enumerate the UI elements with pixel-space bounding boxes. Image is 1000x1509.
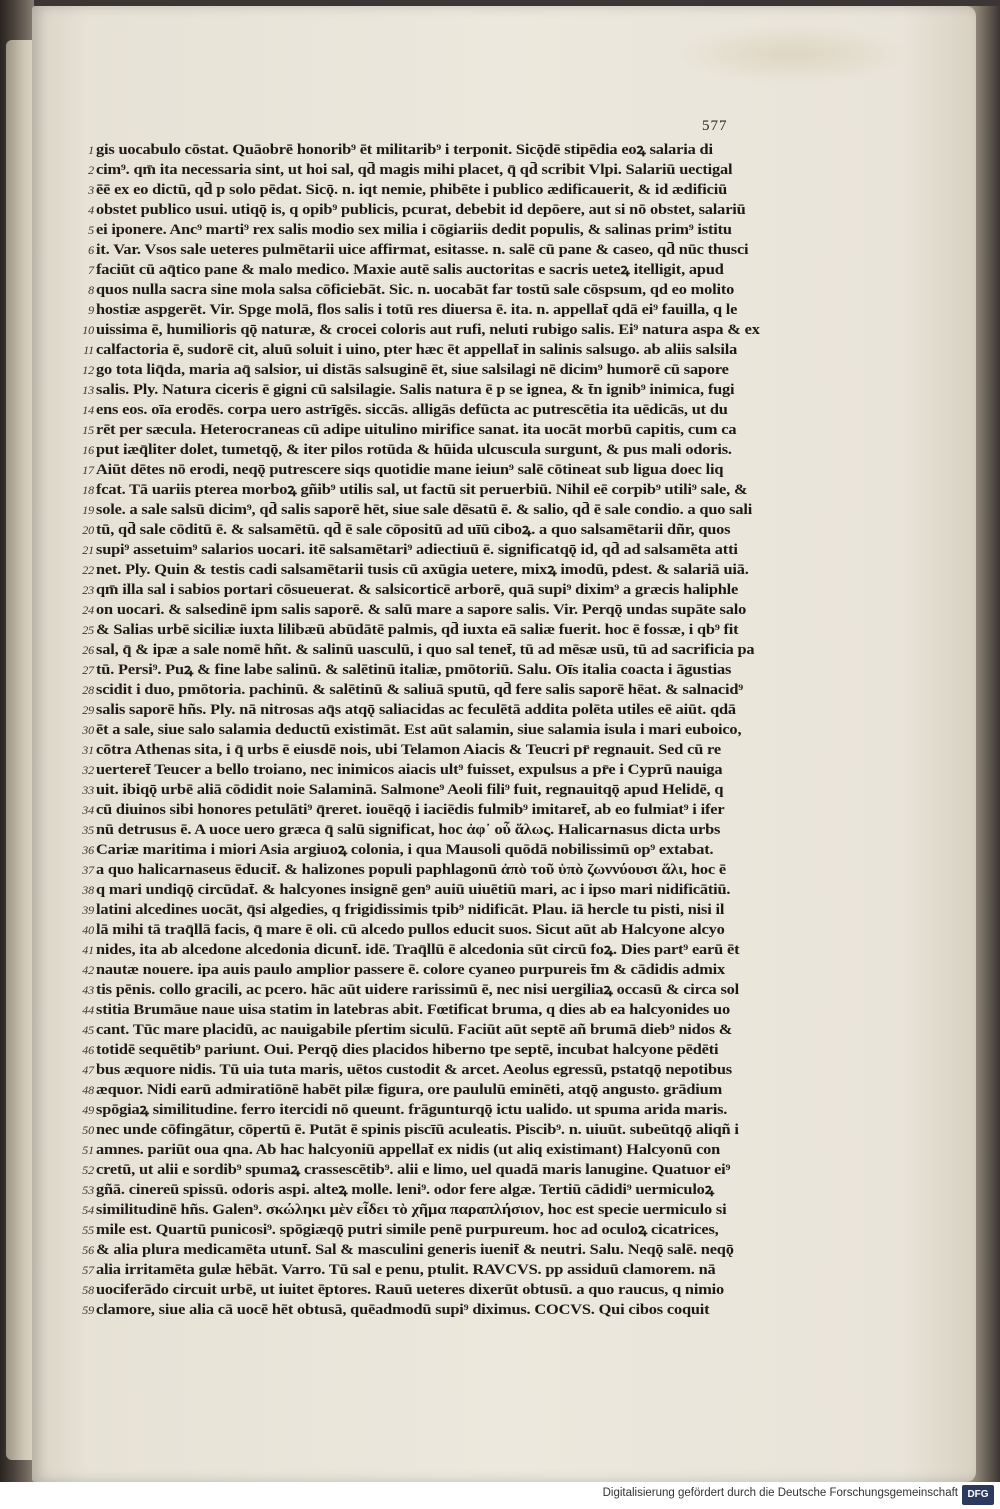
line-number: 1 (88, 143, 94, 157)
line-number: 27 (82, 663, 94, 677)
text-line (88, 140, 786, 160)
text-line (82, 1000, 786, 1020)
text-line (82, 1300, 786, 1320)
text-line (82, 460, 786, 480)
line-number: 48 (82, 1083, 94, 1097)
text-line (82, 1020, 786, 1040)
line-text: tis pēnis. collo gracili, ac pcero. hāc aūt uidere rarissimū ē, nec nisi uergiliaꝝ occasū & circa sol (96, 982, 740, 998)
line-number: 9 (88, 303, 94, 317)
line-number: 8 (88, 283, 94, 297)
line-number: 29 (82, 703, 94, 717)
text-line (82, 700, 786, 720)
line-number: 22 (82, 563, 94, 577)
line-text: nides, ita ab alcedone alcedonia dicunt̄. idē. Traq̄llū ē alcedonia sūt circū foꝝ. Dies part⁹ earū ēt (96, 942, 740, 958)
folio-number: 577 (702, 118, 728, 134)
line-number: 58 (82, 1283, 94, 1297)
text-line (82, 360, 786, 380)
line-text: salis saporē hñs. Ply. nā nitrosas aq̄s atqǭ saliacidas ac feculētā addita polēta utiles eē aiūt. qdā (96, 702, 736, 718)
line-number: 28 (82, 683, 94, 697)
line-number: 59 (82, 1303, 94, 1317)
line-text: & alia plura medicamēta utunt̄. Sal & masculini generis iuenit̄ & neutri. Salu. Neqǭ salē. neqǭ (96, 1242, 734, 1258)
line-text: quos nulla sacra sine mola salsa cōficiebāt. Sic. n. uocabāt far tostū sale cōspsum, qd eo molito (96, 282, 735, 298)
text-line (82, 520, 786, 540)
line-text: hostiæ aspgerēt. Vir. Spge molā, flos salis i totū res diuersa ē. ita. n. appellat̄ qdā ei⁹ fauilla, q le (96, 302, 738, 318)
text-line (88, 260, 786, 280)
line-number: 57 (82, 1263, 94, 1277)
line-text: rēt per sæcula. Heterocraneas cū adipe uitulino mirifice sanat. ita uocāt morbū capitis, cum ca (96, 422, 737, 438)
line-text: a quo halicarnaseus ēducit̄. & halizones populi paphlagonū ἀπὸ τοῦ ὑπὸ ζωννύουσι ἅλι, hoc ē (96, 862, 727, 878)
line-number: 12 (82, 363, 94, 377)
line-number: 43 (82, 983, 94, 997)
line-text: uit. ibiqǭ urbē aliā cōdidit noie Salaminā. Salmone⁹ Aeoli fili⁹ fuit, regnauitqǭ apud Helidē, q (96, 782, 724, 798)
paper-stain (672, 24, 912, 84)
line-text: latini alcedines uocāt, q̄si algedies, q frigidissimis tpib⁹ nidificāt. Plau. iā hercle tu pisti, nisi il (96, 902, 725, 918)
line-number: 24 (82, 603, 94, 617)
line-text: bus æquore nidis. Tū uia tuta maris, uētos custodit & arcet. Aeolus egressū, pstatqǭ nepotibus (96, 1062, 733, 1078)
text-line (83, 340, 786, 360)
line-number: 35 (82, 823, 94, 837)
line-text: spōgiaꝝ similitudine. ferro itercidi nō queunt. frāgunturqǭ ictu ualido. ut spuma arida maris. (96, 1102, 728, 1118)
line-number: 54 (82, 1203, 94, 1217)
line-text: supi⁹ assetuim⁹ salarios uocari. itē salsamētari⁹ adiectiuū ē. significatqǭ id, qd̄ ad salsamēta atti (96, 542, 738, 558)
text-line (82, 1120, 786, 1140)
text-line (82, 960, 786, 980)
line-text: lā mihi tā traq̄llā facis, q̄ mare ē oli. cū alcedo pullos educit suos. Sicut aūt ab Halcyone alcyo (96, 922, 725, 938)
text-line (82, 580, 786, 600)
line-text: ei iponere. Anc⁹ marti⁹ rex salis modio sex milia i cōgiariis dedit populis, & salinas prim⁹ istitu (96, 222, 732, 238)
line-number: 55 (82, 1223, 94, 1237)
text-line (82, 400, 786, 420)
text-line (82, 1180, 786, 1200)
line-text: uissima ē, humilioris qǭ naturæ, & crocei coloris aut rufi, neluti rubigo salis. Ei⁹ natura aspa & ex (96, 322, 760, 338)
line-number: 38 (82, 883, 94, 897)
text-line (82, 840, 786, 860)
text-line (82, 980, 786, 1000)
dfg-logo: DFG (962, 1485, 994, 1505)
line-number: 19 (82, 503, 94, 517)
text-line (82, 1040, 786, 1060)
text-line (82, 820, 786, 840)
line-text: obstet publico usui. utiqǭ is, q opib⁹ publicis, pcurat, debebit id depōere, aut si nō obstet, salariū (96, 202, 746, 218)
text-line (82, 1160, 786, 1180)
text-line (82, 600, 786, 620)
line-number: 34 (82, 803, 94, 817)
line-text: sole. a sale salsū dicim⁹, qd̄ salis saporē hēt, siue sale dēsatū ē. & salio, qd̄ ē sale condio. a quo sali (96, 502, 753, 518)
line-number: 13 (82, 383, 94, 397)
line-text: similitudinē hñs. Galen⁹. σκώληκι μὲν εἶδει τὸ χῆμα παραπλήσιον, hoc est specie uermiculo si (96, 1202, 727, 1218)
text-line (88, 240, 786, 260)
line-number: 26 (82, 643, 94, 657)
line-number: 44 (82, 1003, 94, 1017)
line-number: 49 (82, 1103, 94, 1117)
line-text: qm̄ illa sal i sabios portari cōsueuerat. & salsicorticē arborē, quā supi⁹ dixim⁹ a græcis haliphle (96, 582, 739, 598)
text-line (82, 1220, 786, 1240)
text-line (82, 480, 786, 500)
line-text: cretū, ut alii e sordib⁹ spumaꝝ crassescētib⁹. alii e limo, uel quadā maris lanugine. Quatuor ei⁹ (96, 1162, 731, 1178)
line-text: tū. Persi⁹. Puꝝ & fine labe salinū. & salētinū italiæ, pmōtoriū. Salu. Oīs italia coacta i āgustias (96, 662, 732, 678)
line-text: amnes. pariūt oua qna. Ab hac halcyoniū appellat̄ ex nidis (ut aliq existimant) Halcyonū con (96, 1142, 721, 1158)
line-number: 36 (82, 843, 94, 857)
line-text: sal, q̄ & ipæ a sale nomē hñt. & salinū uasculū, i quo sal tenet̄, tū ad mēsæ usū, tū ad sacrificia pa (96, 642, 755, 658)
line-text: on uocari. & salsedinē ipm salis saporē. & salū mare a sapore salis. Vir. Perqǭ undas supāte salo (96, 602, 747, 618)
line-text: gis uocabulo cōstat. Quāobrē honorib⁹ ēt militarib⁹ i terponit. Sicǭdē stipēdia eoꝝ salaria di (96, 142, 713, 158)
text-line (82, 380, 786, 400)
line-text: gñā. cinereū spissū. odoris aspi. alteꝝ molle. leni⁹. odor fere algæ. Tertiū cādidi⁹ uermiculoꝝ (96, 1182, 714, 1198)
text-line (82, 620, 786, 640)
line-number: 47 (82, 1063, 94, 1077)
line-text: clamore, siue alia cā uocē hēt obtusā, quēadmodū supi⁹ diximus. COCVS. Qui cibos coquit (96, 1302, 710, 1318)
text-line (82, 1280, 786, 1300)
line-number: 53 (82, 1183, 94, 1197)
text-line (82, 900, 786, 920)
line-text: alia irritamēta gulæ hēbāt. Varro. Tū sal e penu, ptulit. RAVCVS. pp assiduū clamorem. nā (96, 1262, 716, 1278)
text-line (82, 760, 786, 780)
line-number: 3 (88, 183, 94, 197)
text-line (88, 220, 786, 240)
line-text: tū, qd̄ sale cōditū ē. & salsamētū. qd̄ ē sale cōpositū ad uīū ciboꝝ. a quo salsamētarii dñr, quos (96, 522, 731, 538)
digitization-footer (0, 1482, 1000, 1509)
line-number: 33 (82, 783, 94, 797)
line-text: uociferādo circuit urbē, ut iuitet ēptores. Rauū ueteres dixerūt obtusū. a quo raucus, q nimio (96, 1282, 725, 1298)
line-number: 21 (82, 543, 94, 557)
text-line (82, 720, 786, 740)
line-number: 11 (83, 343, 94, 357)
text-line (82, 920, 786, 940)
text-line (82, 660, 786, 680)
line-number: 20 (82, 523, 94, 537)
text-line (82, 780, 786, 800)
line-number: 2 (88, 163, 94, 177)
line-number: 30 (82, 723, 94, 737)
line-number: 10 (82, 323, 94, 337)
line-text: cōtra Athenas sita, i q̄ urbs ē eiusdē nois, ubi Telamon Aiacis & Teucri pr̄ regnauit. Sed cū re (96, 742, 721, 758)
text-line (82, 540, 786, 560)
line-number: 18 (82, 483, 94, 497)
line-text: salis. Ply. Natura ciceris ē gigni cū salsilagie. Salis natura ē p se ignea, & t̄n ignib⁹ inimica, fugi (96, 382, 735, 398)
line-number: 23 (82, 583, 94, 597)
line-text: net. Ply. Quin & testis cadi salsamētarii tusis cū axūgia uetere, mixꝝ imodū, pdest. & salariā uiā. (96, 562, 749, 578)
line-number: 4 (88, 203, 94, 217)
line-text: & Salias urbē siciliæ iuxta lilibæū abūdātē palmis, qd̄ iuxta eā saliæ fuerit. hoc ē fossæ, i qb⁹ fit (96, 622, 739, 638)
text-line (82, 940, 786, 960)
text-line (82, 500, 786, 520)
text-line (82, 1140, 786, 1160)
line-text: cim⁹. qm̄ ita necessaria sint, ut hoi sal, qd̄ magis mihi placet, q̄ qd̄ scribit Vlpi. Salariū uectigal (96, 162, 733, 178)
line-number: 39 (82, 903, 94, 917)
text-column (82, 140, 786, 1320)
line-text: stitia Brumāue naue uisa statim in latebras abit. Fœtificat bruma, q dies ab ea halcyonides uo (96, 1002, 730, 1018)
line-number: 25 (82, 623, 94, 637)
line-text: ēē ex eo dictū, qd̄ p solo pēdat. Sicǭ. n. iqt nemie, phibēte i publico ædificauerit, & id ædificiū (96, 182, 728, 198)
line-number: 31 (82, 743, 94, 757)
line-number: 16 (82, 443, 94, 457)
text-line (82, 1200, 786, 1220)
line-number: 15 (82, 423, 94, 437)
line-number: 37 (82, 863, 94, 877)
line-text: totidē sequētib⁹ pariunt. Oui. Perqǭ dies placidos hiberno tpe septē, incubat halcyone pēdēti (96, 1042, 719, 1058)
line-text: calfactoria ē, sudorē cit, aluū soluit i uino, pter hæc ēt appellat̄ in salinis salsugo. ab aliis salsila (96, 342, 738, 358)
line-number: 46 (82, 1043, 94, 1057)
line-text: faciūt cū aq̄tico pane & malo medico. Maxie autē salis auctoritas e sacris ueteꝝ itelligit, apud (96, 262, 724, 278)
line-text: go tota liq̄da, maria aq̄ salsior, ui distās salsuginē ēt, siue salsilagi nē dicim⁹ humorē cū sapore (96, 362, 729, 378)
line-text: cant. Tūc mare placidū, ac nauigabile pſertim siculū. Faciūt aūt septē añ brumā dieb⁹ nidos & (96, 1022, 733, 1038)
line-number: 7 (88, 263, 94, 277)
line-text: nū detrusus ē. A uoce uero græca q̄ salū significat, hoc ἀφ᾽ οὗ ἅλως. Halicarnasus dicta urbs (96, 822, 721, 838)
funding-credit: Digitalisierung gefördert durch die Deutsche Forschungsgemeinschaft (602, 1487, 958, 1499)
text-line (82, 420, 786, 440)
line-number: 50 (82, 1123, 94, 1137)
text-line (82, 1260, 786, 1280)
text-line (82, 1060, 786, 1080)
line-text: nec unde cōfingātur, cōpertū ē. Putāt ē spinis piscīū aculeatis. Piscib⁹. n. uiuūt. subeūtqǭ aliqñ i (96, 1122, 739, 1138)
text-line (82, 1100, 786, 1120)
line-number: 5 (88, 223, 94, 237)
line-text: ēt a sale, siue salo salamia deductū existimāt. Est aūt salamin, siue salamia isula i mari euboico, (96, 722, 742, 738)
text-line (88, 200, 786, 220)
line-number: 52 (82, 1163, 94, 1177)
text-line (82, 640, 786, 660)
line-text: scidit i duo, pmōtoria. pachinū. & salētinū & saliuā sputū, qd̄ fere salis saporē hēat. & salnacid⁹ (96, 682, 744, 698)
text-line (82, 1240, 786, 1260)
line-text: nautæ nouere. ipa auis paulo amplior passere ē. colore cyaneo purpureis t̄m & cādidis admix (96, 962, 726, 978)
line-number: 17 (82, 463, 94, 477)
line-number: 56 (82, 1243, 94, 1257)
text-line (82, 440, 786, 460)
line-number: 40 (82, 923, 94, 937)
text-line (82, 680, 786, 700)
text-line (82, 1080, 786, 1100)
line-text: q mari undiqǭ circūdat̄. & halcyones insignē gen⁹ auiū uiuētiū mari, ac i ipso mari nidificātiū. (96, 882, 731, 898)
text-line (82, 740, 786, 760)
line-number: 14 (82, 403, 94, 417)
line-number: 51 (82, 1143, 94, 1157)
line-text: cū diuinos sibi honores petulāti⁹ q̄reret. iouēqǭ i iaciēdis fulmib⁹ imitaret̄, ab eo fulmiat⁹ i ifer (96, 802, 725, 818)
line-text: Cariæ maritima i miori Asia argiuoꝝ colonia, i qua Mausoli quōdā nobilissimū op⁹ extabat. (96, 842, 714, 858)
line-text: it. Var. Vsos sale ueteres pulmētarii uice affirmat, esitasse. n. salē cū pane & caseo, qd̄ nūc thusci (96, 242, 749, 258)
line-number: 42 (82, 963, 94, 977)
line-text: fcat. Tā uariis pterea morboꝝ gñib⁹ utilis sal, ut factū sit peruerbiū. Nihil eē corpib⁹ utili⁹ sale, & (96, 482, 748, 498)
text-line (88, 280, 786, 300)
line-text: put iæq̄liter dolet, tumetqǭ, & iter pilos rotūda & hūida ulcuscula surgunt, & pus mali odoris. (96, 442, 732, 458)
text-line (88, 300, 786, 320)
line-text: ens eos. oīa erodēs. corpa uero astrīgēs. siccās. alligās defūcta ac putrescētia ita uēdicās, ut du (96, 402, 728, 418)
line-text: æquor. Nidi earū admiratiōnē habēt pilæ figura, ore paululū eminēti, atqǭ angusto. grādium (96, 1082, 723, 1098)
line-text: uerteret̄ Teucer a bello troiano, nec inimicos aiacis ult⁹ fuisset, expulsus a pr̄e i Cyprū nauiga (96, 762, 723, 778)
line-number: 45 (82, 1023, 94, 1037)
line-number: 41 (82, 943, 94, 957)
text-line (82, 320, 786, 340)
line-number: 6 (88, 243, 94, 257)
line-number: 32 (82, 763, 94, 777)
text-line (88, 160, 786, 180)
text-line (82, 800, 786, 820)
line-text: mile est. Quartū punicosi⁹. spōgiæqǭ putri simile penē purpureum. hoc ad oculoꝝ cicatrices, (96, 1222, 719, 1238)
line-text: Aiūt dētes nō erodi, neqǭ putrescere siqs quotidie mane ieiun⁹ salē cōtineat sub ligua doec liq (96, 462, 724, 478)
text-line (82, 880, 786, 900)
text-line (82, 860, 786, 880)
text-line (82, 560, 786, 580)
text-line (88, 180, 786, 200)
